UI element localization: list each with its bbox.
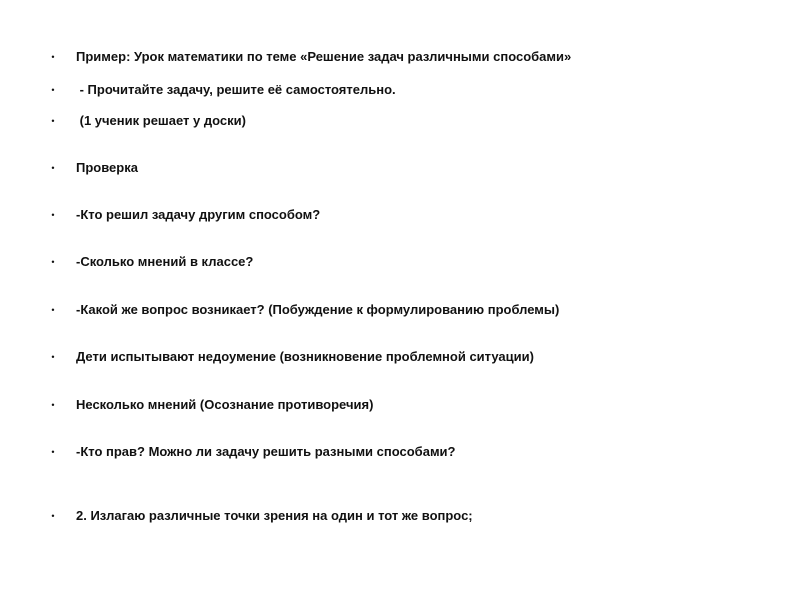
- bullet-item: [48, 442, 768, 462]
- bullet-marker: •: [51, 163, 55, 173]
- bullet-item: [48, 300, 768, 320]
- bullet-text: Дети испытывают недоумение (возникновение проблемной ситуации): [76, 349, 534, 364]
- bullet-item: [48, 80, 768, 100]
- bullet-marker: •: [51, 447, 55, 457]
- bullet-text: -Кто решил задачу другим способом?: [76, 207, 321, 222]
- bullet-text: -Какой же вопрос возникает? (Побуждение к формулированию проблемы): [76, 302, 560, 317]
- bullet-marker: •: [51, 116, 55, 126]
- bullet-item: [48, 252, 768, 272]
- bullet-text: -Кто прав? Можно ли задачу решить разными способами?: [76, 444, 456, 459]
- bullet-marker: •: [51, 352, 55, 362]
- bullet-text: Несколько мнений (Осознание противоречия): [76, 397, 374, 412]
- bullet-item: [48, 347, 768, 367]
- bullet-marker: •: [51, 85, 55, 95]
- bullet-item: [48, 395, 768, 415]
- bullet-text: Пример: Урок математики по теме «Решение задач различными способами»: [76, 49, 572, 64]
- bullet-marker: •: [51, 210, 55, 220]
- bullet-marker: •: [51, 511, 55, 521]
- bullet-text: - Прочитайте задачу, решите её самостоятельно.: [76, 82, 396, 97]
- bullet-marker: •: [51, 257, 55, 267]
- bullet-item: [48, 158, 768, 178]
- bullet-text: (1 ученик решает у доски): [76, 113, 246, 128]
- bullet-item: [48, 205, 768, 225]
- bullet-text: -Сколько мнений в классе?: [76, 254, 254, 269]
- bullet-marker: •: [51, 52, 55, 62]
- bullet-item: [48, 506, 768, 526]
- bullet-text: 2. Излагаю различные точки зрения на один и тот же вопрос;: [76, 508, 473, 523]
- bullet-marker: •: [51, 305, 55, 315]
- bullet-text: Проверка: [76, 160, 138, 175]
- bullet-item: [48, 111, 768, 131]
- bullet-marker: •: [51, 400, 55, 410]
- bullet-item: [48, 47, 768, 67]
